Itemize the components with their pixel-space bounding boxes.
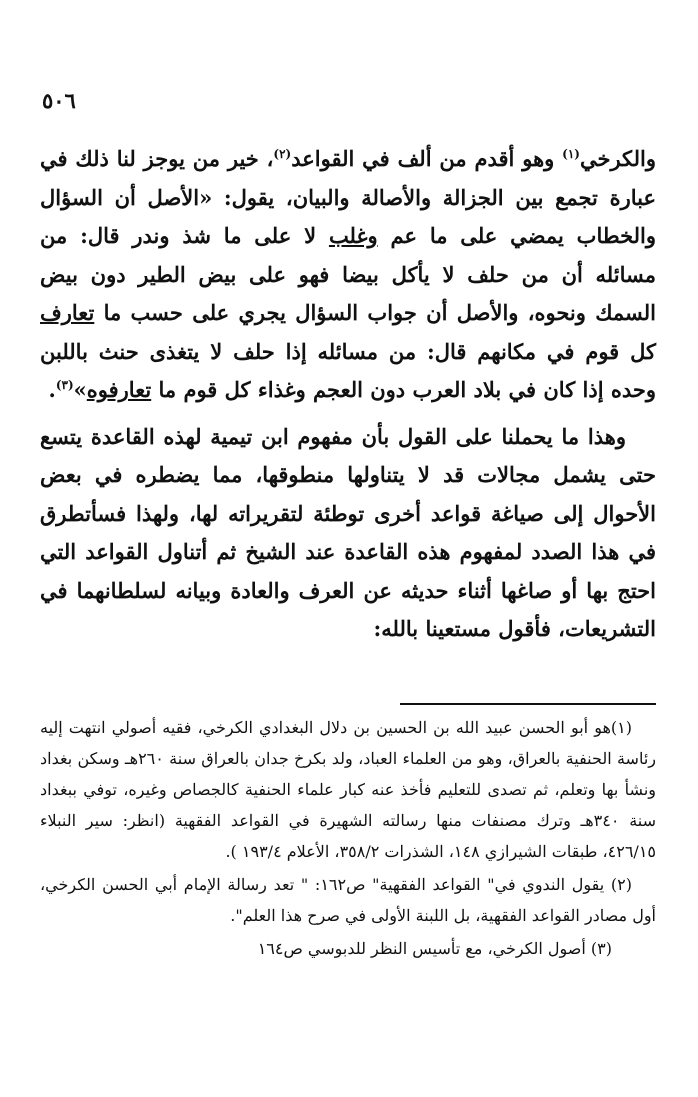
footnote-ref-1: (١) (562, 147, 580, 161)
text-segment: لا على ما شذ وندر قال: من مسائله أن من حلف لا يأكل بيضا فهو على بيض الطير دون بيض السمك ونحوه، والأصل أن جواب السؤال يجري على حسب ما (40, 223, 656, 325)
footnotes (40, 712, 656, 964)
footnote-1: (١)هو أبو الحسن عبيد الله بن الحسين بن دلال البغدادي الكرخي، فقيه أصولي انتهت إليه رئاسة الحنفية بالعراق، وهو من العلماء العباد، ولد بكرخ جدان بالعراق سنة ٢٦٠هـ وسكن بغداد ونشأ بها وتعلم، ثم تصدى للتعليم فأخذ عنه كبار علماء الحنفية كالجصاص وغيره، توفي ببغداد سنة ٣٤٠هـ وترك مصنفات منها رسالته الشهيرة في القواعد الفقهية (انظر: سير النبلاء ٤٢٦/١٥، طبقات الشيرازي ١٤٨، الشذرات ٣٥٨/٢، الأعلام ١٩٣/٤ ). (40, 718, 657, 861)
paragraph-2: وهذا ما يحملنا على القول بأن مفهوم ابن تيمية لهذه القاعدة يتسع حتى يشمل مجالات قد لا يتناولها منطوقها، مما يضطره في بعض الأحوال إلى صياغة قواعد أخرى توطئة لتقريراته لها، ولهذا فسأتطرق في هذا الصدد لمفهوم هذه القاعدة عند الشيخ ثم أتناول القواعد التي احتج بها أو صاغها أثناء حديثه عن العرف والعادة وبيانه لسلطانهما في التشريعات، فأقول مستعينا بالله: (40, 423, 656, 641)
underlined-word: تعارفوه (86, 377, 152, 402)
text-segment: وهو أقدم من ألف في القواعد (291, 146, 563, 171)
main-text (40, 140, 656, 649)
text-segment: . (48, 377, 56, 402)
paragraph-quote (40, 140, 656, 410)
underlined-word: وغلب (328, 223, 378, 248)
footnote-ref-3: (٣) (55, 378, 74, 392)
text-segment: كل قوم في مكانهم قال: من مسائله إذا حلف لا يتغذى حنث باللبن وحده إذا كان في بلاد العرب دون العجم وغذاء كل قوم ما (40, 338, 656, 402)
footnote-3: (٣) أصول الكرخي، مع تأسيس النظر للدبوسي ص١٦٤ (257, 939, 612, 958)
page-number: ٥٠٦ (42, 88, 76, 113)
text-segment: والكرخي (579, 146, 657, 171)
underlined-word: تعارف (40, 300, 95, 325)
footnote-separator (400, 703, 656, 705)
footnote-2: (٢) يقول الندوي في" القواعد الفقهية" ص١٦٢: " تعد رسالة الإمام أبي الحسن الكرخي، أول مصادر القواعد الفقهية، بل اللبنة الأولى في صرح هذا العلم". (40, 875, 656, 925)
footnote-ref-2: (٢) (273, 147, 292, 161)
text-segment: » (73, 377, 87, 402)
text-segment: ، خير من يوجز لنا ذلك في عبارة تجمع بين الجزالة والأصالة والبيان، يقول: «الأصل أن السؤال والخطاب يمضي على ما عم (40, 146, 656, 248)
